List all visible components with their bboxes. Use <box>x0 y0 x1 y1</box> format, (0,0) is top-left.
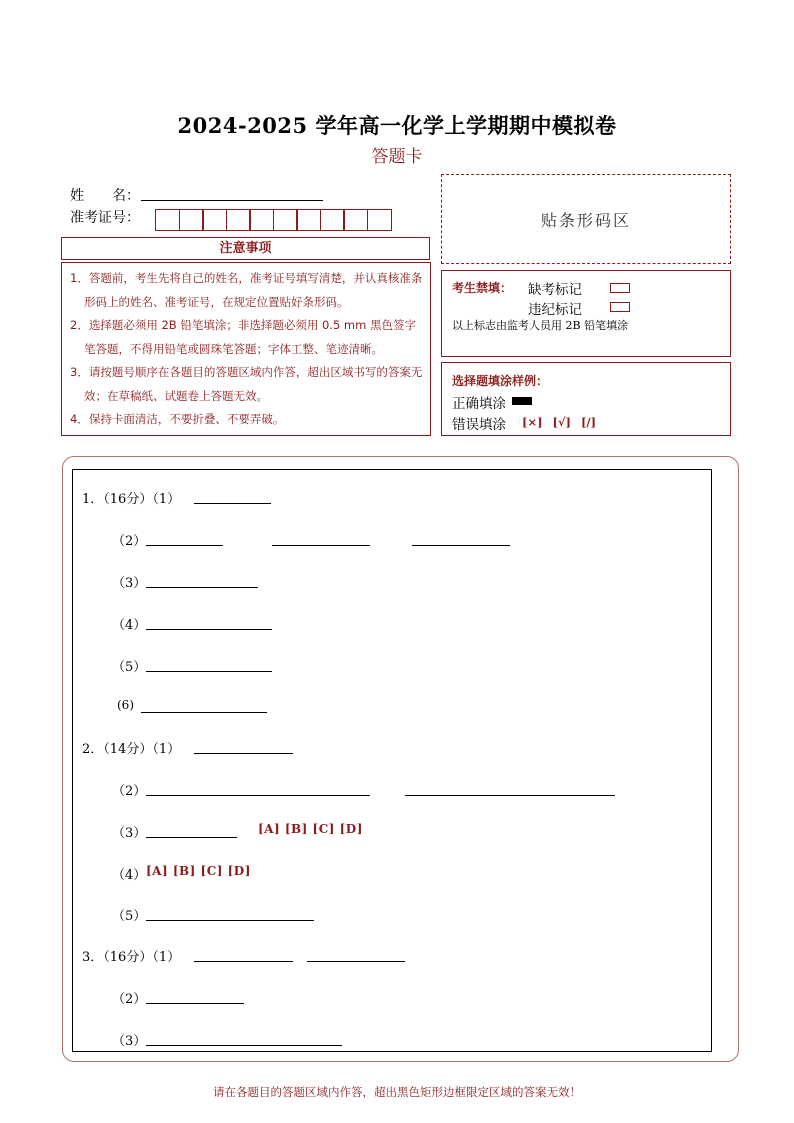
forbidden-note: 以上标志由监考人员用 2B 铅笔填涂 <box>452 319 629 332</box>
q1-3-answer-line[interactable] <box>146 587 258 588</box>
exam-id-digit-box[interactable] <box>367 209 392 231</box>
forbidden-marks-box <box>441 270 731 357</box>
q3-heading: 3．（16分）（1） <box>82 950 181 965</box>
exam-id-digit-box[interactable] <box>179 209 204 231</box>
q2-1-answer-line[interactable] <box>194 753 293 754</box>
q2-heading: 2．（14分）（1） <box>82 742 181 757</box>
q3-3-answer-line[interactable] <box>146 1045 342 1046</box>
q3-2-label: （2） <box>112 992 147 1007</box>
q3-2-answer-line[interactable] <box>146 1003 244 1004</box>
exam-id-digit-box[interactable] <box>226 209 251 231</box>
q2-3-answer-line[interactable] <box>146 837 237 838</box>
q1-2a-answer-line[interactable] <box>146 545 223 546</box>
violation-mark-label: 违纪标记 <box>528 302 582 318</box>
exam-id-digit-box[interactable] <box>273 209 298 231</box>
q1-6-label: (6) <box>117 698 134 712</box>
notice-item-1: 1．答题前，考生先将自己的姓名，准考证号填写清楚，并认真核准条形码上的姓名、准考证号，在规定位置贴好条形码。 <box>70 271 423 309</box>
q2-3-label: （3） <box>112 826 147 841</box>
wrong-fill-marks: [×] [√] [/] <box>522 415 597 429</box>
name-field[interactable] <box>141 199 323 201</box>
q2-3-choice-options[interactable]: [A] [B] [C] [D] <box>258 822 363 836</box>
q1-5-label: （5） <box>112 660 147 675</box>
q2-2a-answer-line[interactable] <box>146 795 370 796</box>
q1-heading: 1．（16分）（1） <box>82 492 181 507</box>
q2-2-label: （2） <box>112 784 147 799</box>
exam-id-boxes[interactable] <box>155 209 390 231</box>
q1-6-answer-line[interactable] <box>141 712 267 713</box>
q1-1-answer-line[interactable] <box>194 503 271 504</box>
exam-id-digit-box[interactable] <box>343 209 368 231</box>
q3-3-label: （3） <box>112 1034 147 1049</box>
notice-item-4: 4．保持卡面清洁，不要折叠、不要弄破。 <box>70 412 285 426</box>
q1-4-label: （4） <box>112 618 147 633</box>
q1-3-label: （3） <box>112 576 147 591</box>
notice-item-2: 2．选择题必须用 2B 铅笔填涂；非选择题必须用 0.5 mm 黑色签字笔答题，不得用铅笔或圆珠笔答题；字体工整、笔迹清晰。 <box>70 318 416 356</box>
exam-id-digit-box[interactable] <box>296 209 321 231</box>
exam-id-digit-box[interactable] <box>202 209 227 231</box>
name-label: 姓 名： <box>70 188 140 204</box>
violation-mark-box[interactable] <box>610 302 630 312</box>
exam-id-digit-box[interactable] <box>320 209 345 231</box>
notice-heading: 注意事项 <box>61 237 430 260</box>
correct-fill-label: 正确填涂 <box>452 396 506 412</box>
exam-id-digit-box[interactable] <box>155 209 180 231</box>
q1-2b-answer-line[interactable] <box>272 545 370 546</box>
fill-sample-box <box>441 362 731 436</box>
footer-warning: 请在各题目的答题区域内作答，超出黑色矩形边框限定区域的答案无效！ <box>213 1085 581 1099</box>
q2-2b-answer-line[interactable] <box>405 795 615 796</box>
q3-1a-answer-line[interactable] <box>194 961 293 962</box>
q2-4-label: （4） <box>112 868 147 883</box>
q1-5-answer-line[interactable] <box>146 671 272 672</box>
notice-body <box>61 262 431 436</box>
exam-id-digit-box[interactable] <box>249 209 274 231</box>
answer-sheet-subtitle: 答题卡 <box>371 147 423 167</box>
q3-1b-answer-line[interactable] <box>307 961 405 962</box>
barcode-area <box>441 174 731 264</box>
exam-id-label: 准考证号： <box>70 210 140 226</box>
absent-mark-label: 缺考标记 <box>528 282 582 298</box>
notice-item-3: 3．请按题号顺序在各题目的答题区域内作答，超出区域书写的答案无效；在草稿纸、试题卷上答题无效。 <box>70 365 423 403</box>
q2-5-label: （5） <box>112 909 147 924</box>
wrong-fill-label: 错误填涂 <box>452 417 506 433</box>
forbidden-label: 考生禁填： <box>452 281 513 295</box>
exam-title: 2024-2025 学年高一化学上学期期中模拟卷 <box>177 113 617 138</box>
q1-2c-answer-line[interactable] <box>412 545 510 546</box>
q1-2-label: （2） <box>112 534 147 549</box>
q2-5-answer-line[interactable] <box>146 920 314 921</box>
correct-fill-mark <box>512 397 532 405</box>
barcode-label: 贴条形码区 <box>540 210 631 230</box>
fill-sample-label: 选择题填涂样例： <box>452 374 549 388</box>
absent-mark-box[interactable] <box>610 283 630 293</box>
q1-4-answer-line[interactable] <box>146 629 272 630</box>
q2-4-choice-options[interactable]: [A] [B] [C] [D] <box>146 864 251 878</box>
